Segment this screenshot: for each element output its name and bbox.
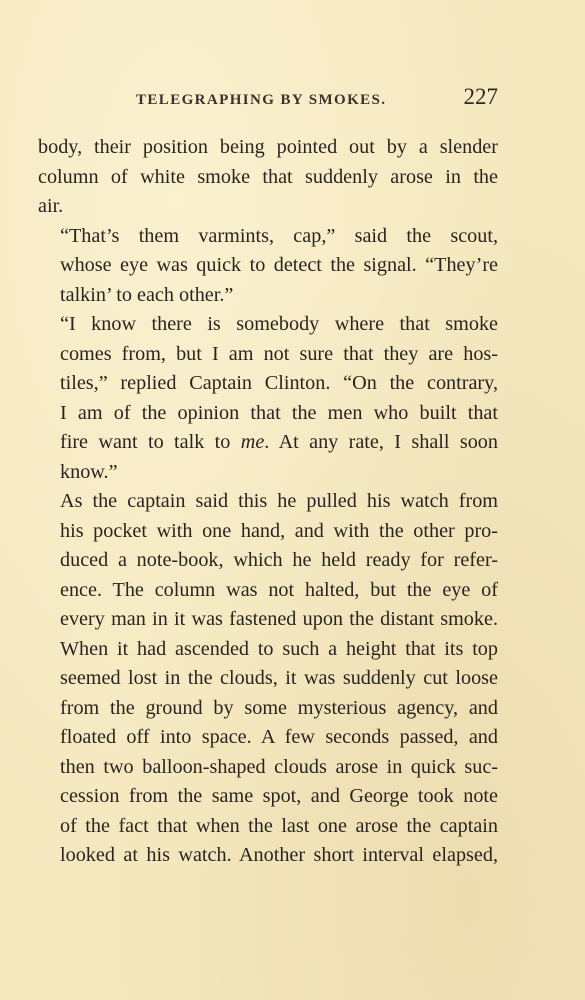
text-line: tiles,” replied Captain Clinton. “On the contrary,: [60, 372, 498, 394]
text-line: body, their position being pointed out by a slender: [38, 136, 498, 158]
paragraph-4: [38, 487, 498, 871]
text-line: When it had ascended to such a height that its top: [60, 637, 498, 660]
text-line: comes from, but I am not sure that they are hos-: [60, 342, 498, 365]
text-line: his pocket with one hand, and with the other pro-: [60, 519, 498, 542]
text-line: looked at his watch. Another short interval elapsed,: [60, 844, 498, 866]
text-line: of the fact that when the last one arose the captain: [60, 814, 498, 837]
text-line: duced a note-book, which he held ready for refer-: [60, 549, 498, 571]
text-line: air.: [38, 195, 64, 217]
text-line: every man in it was fastened upon the distant smoke.: [60, 608, 498, 630]
text-line: “I know there is somebody where that smoke: [60, 313, 498, 335]
emphasis: me: [240, 431, 265, 453]
text-line: from the ground by some mysterious agency, and: [60, 696, 498, 719]
paragraph-3: [38, 310, 498, 487]
text-line: floated off into space. A few seconds passed, and: [60, 726, 498, 748]
text-line: “That’s them varmints, cap,” said the scout,: [60, 224, 498, 247]
text-line: cession from the same spot, and George took note: [60, 785, 498, 807]
paragraph-1: [38, 133, 498, 222]
text-line: know.”: [60, 460, 118, 483]
paragraph-2: [38, 222, 498, 311]
text-line: As the captain said this he pulled his watch from: [60, 490, 498, 512]
text-line: column of white smoke that suddenly arose in the: [38, 165, 498, 188]
text-line: fire want to talk to me. At any rate, I shall soon: [60, 431, 498, 453]
text-line: whose eye was quick to detect the signal. “They’re: [60, 254, 498, 276]
text-line: talkin’ to each other.”: [60, 283, 234, 306]
text-line: then two balloon-shaped clouds arose in quick suc-: [60, 755, 498, 778]
page-number: 227: [463, 84, 498, 109]
page-header: [38, 84, 498, 124]
text-line: seemed lost in the clouds, it was suddenly cut loose: [60, 667, 498, 689]
body-text: [38, 133, 498, 871]
running-title: TELEGRAPHING BY SMOKES.: [136, 92, 387, 108]
text-line: I am of the opinion that the men who built that: [60, 401, 498, 424]
text-line: ence. The column was not halted, but the eye of: [60, 578, 498, 601]
